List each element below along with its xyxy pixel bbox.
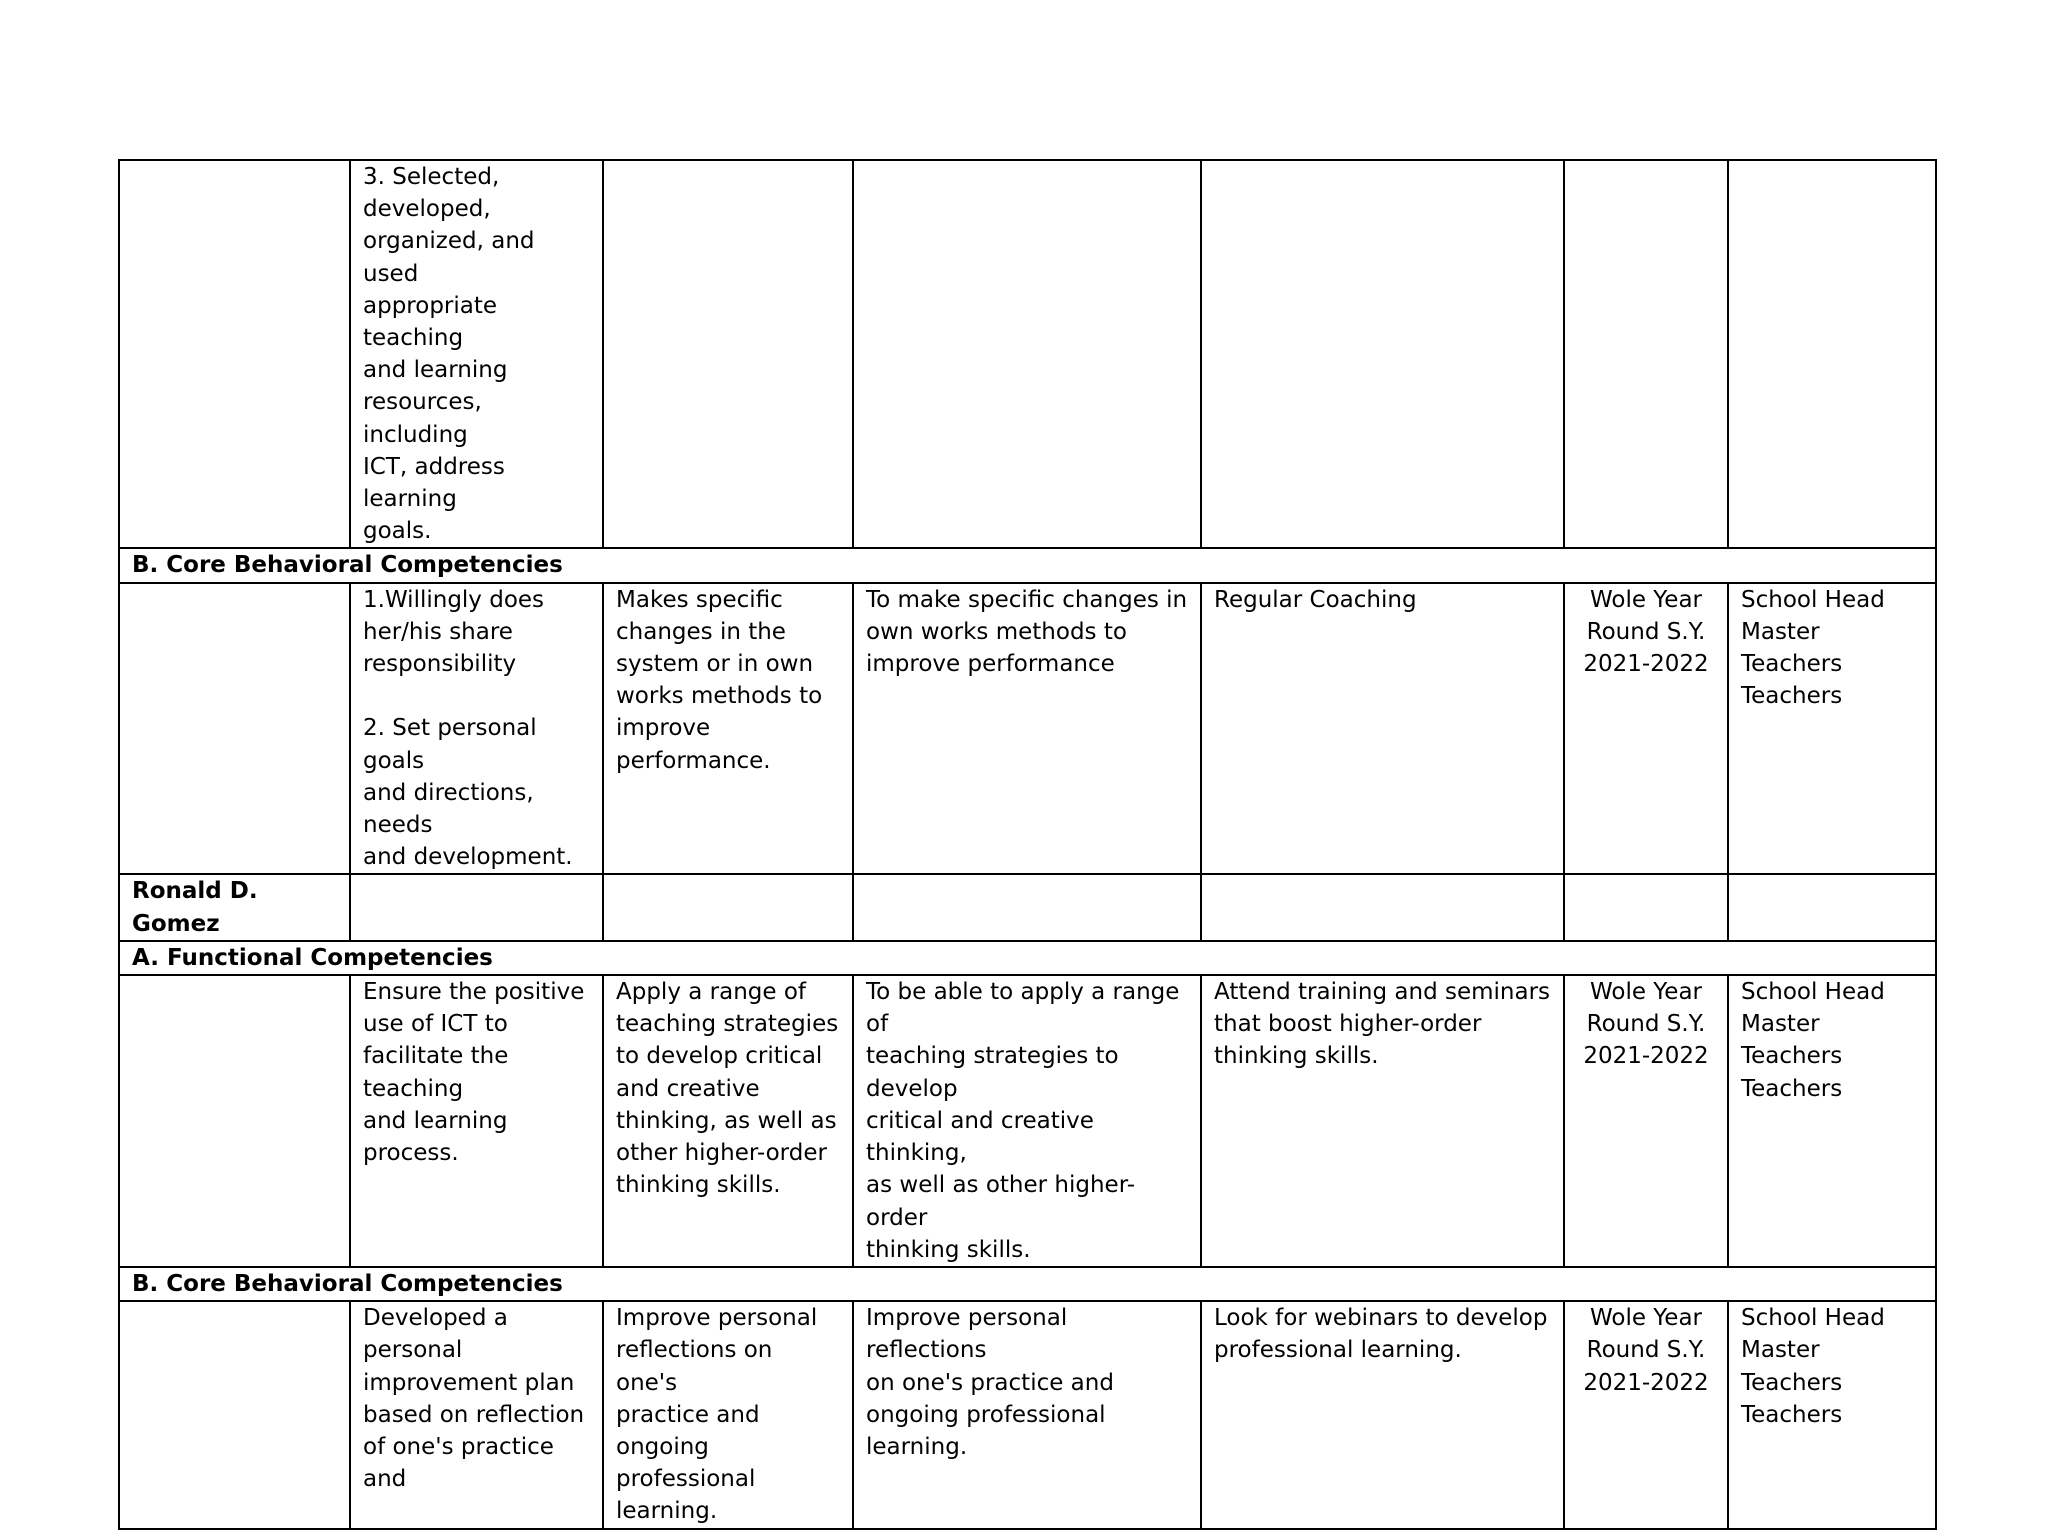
- section-heading: B. Core Behavioral Competencies: [119, 548, 1936, 582]
- table-row: [119, 160, 1936, 548]
- empty-cell: [1728, 874, 1936, 940]
- competency-cell: 1.Willingly does her/his share responsibility 2. Set personal goals and directions, needs and development.: [350, 583, 603, 875]
- timeline-cell: [1564, 160, 1728, 548]
- goal-cell: To make specific changes in own works methods to improve performance: [853, 583, 1201, 875]
- empty-cell: [1201, 874, 1564, 940]
- empty-cell: [853, 874, 1201, 940]
- timeline-cell: Wole Year Round S.Y. 2021-2022: [1564, 975, 1728, 1267]
- table-row: [119, 1301, 1936, 1528]
- intervention-cell: [1201, 160, 1564, 548]
- timeline-cell: Wole Year Round S.Y. 2021-2022: [1564, 1301, 1728, 1528]
- section-row: [119, 548, 1936, 582]
- section-row: [119, 1267, 1936, 1301]
- intervention-cell: Look for webinars to develop professional learning.: [1201, 1301, 1564, 1528]
- intervention-cell: Regular Coaching: [1201, 583, 1564, 875]
- resource-persons-cell: School Head Master Teachers Teachers: [1728, 1301, 1936, 1528]
- table-row: [119, 975, 1936, 1267]
- name-cell: [119, 160, 350, 548]
- development-plan-table: [118, 159, 1937, 1530]
- teacher-name-row: [119, 874, 1936, 940]
- objective-cell: Makes specific changes in the system or in own works methods to improve performance.: [603, 583, 853, 875]
- empty-cell: [1564, 874, 1728, 940]
- teacher-name: Ronald D. Gomez: [119, 874, 350, 940]
- intervention-cell: Attend training and seminars that boost higher-order thinking skills.: [1201, 975, 1564, 1267]
- section-heading: A. Functional Competencies: [119, 941, 1936, 975]
- empty-cell: [350, 874, 603, 940]
- goal-cell: [853, 160, 1201, 548]
- section-heading: B. Core Behavioral Competencies: [119, 1267, 1936, 1301]
- goal-cell: To be able to apply a range of teaching strategies to develop critical and creative thinking, as well as other higher-order thinking skills.: [853, 975, 1201, 1267]
- table-row: [119, 583, 1936, 875]
- competency-cell: 3. Selected, developed, organized, and used appropriate teaching and learning resources, including ICT, address learning goals.: [350, 160, 603, 548]
- empty-cell: [603, 874, 853, 940]
- name-cell: [119, 583, 350, 875]
- objective-cell: [603, 160, 853, 548]
- resource-persons-cell: School Head Master Teachers Teachers: [1728, 975, 1936, 1267]
- name-cell: [119, 975, 350, 1267]
- resource-persons-cell: [1728, 160, 1936, 548]
- competency-cell: Developed a personal improvement plan based on reflection of one's practice and: [350, 1301, 603, 1528]
- name-cell: [119, 1301, 350, 1528]
- section-row: [119, 941, 1936, 975]
- competency-cell: Ensure the positive use of ICT to facilitate the teaching and learning process.: [350, 975, 603, 1267]
- resource-persons-cell: School Head Master Teachers Teachers: [1728, 583, 1936, 875]
- goal-cell: Improve personal reflections on one's practice and ongoing professional learning.: [853, 1301, 1201, 1528]
- objective-cell: Improve personal reflections on one's practice and ongoing professional learning.: [603, 1301, 853, 1528]
- timeline-cell: Wole Year Round S.Y. 2021-2022: [1564, 583, 1728, 875]
- objective-cell: Apply a range of teaching strategies to develop critical and creative thinking, as well as other higher-order thinking skills.: [603, 975, 853, 1267]
